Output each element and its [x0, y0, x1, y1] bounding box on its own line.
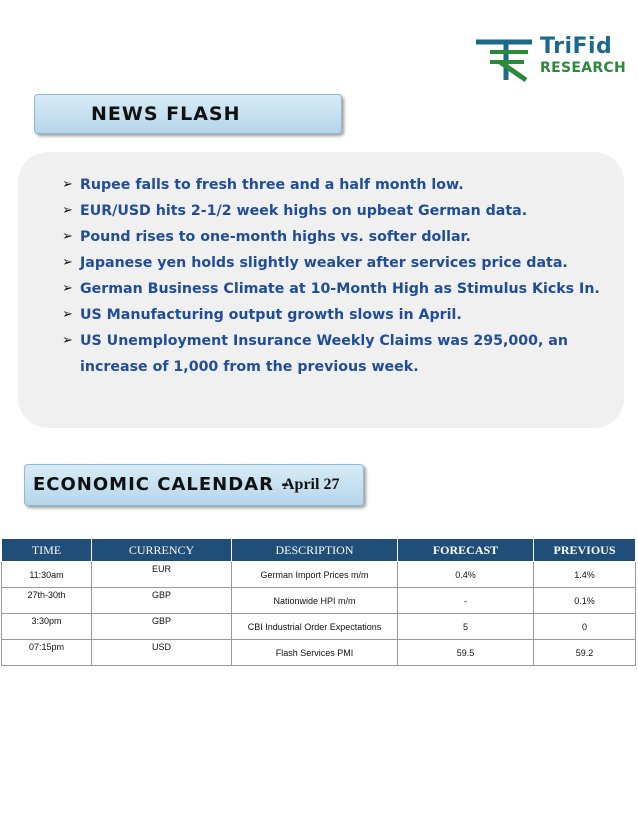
news-item: ➢ Pound rises to one-month highs vs. softer dollar.: [62, 224, 602, 250]
brand-subtitle: RESEARCH: [540, 60, 626, 76]
description-cell: CBI Industrial Order Expectations: [232, 614, 398, 640]
description-cell: German Import Prices m/m: [232, 562, 398, 588]
currency-cell: GBP: [92, 588, 232, 614]
forecast-cell: 59.5: [398, 640, 534, 666]
previous-cell: 0.1%: [534, 588, 636, 614]
previous-cell: 0: [534, 614, 636, 640]
arrow-bullet-icon: ➢: [62, 307, 73, 322]
news-flash-header: [34, 94, 342, 134]
forecast-cell: 5: [398, 614, 534, 640]
previous-cell: 59.2: [534, 640, 636, 666]
news-item: ➢ US Manufacturing output growth slows in April.: [62, 302, 602, 328]
currency-cell: GBP: [92, 614, 232, 640]
table-row: [2, 588, 636, 614]
table-row: [2, 614, 636, 640]
economic-calendar-table: [1, 538, 636, 666]
description-cell: Nationwide HPI m/m: [232, 588, 398, 614]
arrow-bullet-icon: ➢: [62, 255, 73, 270]
arrow-bullet-icon: ➢: [62, 281, 73, 296]
table-header-row: [2, 539, 636, 562]
economic-calendar-header: [24, 464, 364, 506]
news-flash-title: NEWS FLASH: [91, 103, 241, 125]
table-row: [2, 640, 636, 666]
news-item: ➢ US Unemployment Insurance Weekly Claims was 295,000, an increase of 1,000 from the previous week.: [62, 328, 602, 380]
previous-cell: 1.4%: [534, 562, 636, 588]
news-item: ➢ Japanese yen holds slightly weaker after services price data.: [62, 250, 602, 276]
arrow-bullet-icon: ➢: [62, 177, 73, 192]
brand-name: TriFid: [540, 34, 613, 59]
col-header-forecast: FORECAST: [398, 539, 534, 562]
news-item: ➢ EUR/USD hits 2-1/2 week highs on upbeat German data.: [62, 198, 602, 224]
time-cell: 27th-30th: [2, 588, 92, 614]
time-cell: 11:30am: [2, 562, 92, 588]
time-cell: 07:15pm: [2, 640, 92, 666]
news-item: ➢ German Business Climate at 10-Month High as Stimulus Kicks In.: [62, 276, 602, 302]
news-item: ➢ Rupee falls to fresh three and a half month low.: [62, 172, 602, 198]
forecast-cell: 0.4%: [398, 562, 534, 588]
news-list: [62, 172, 602, 380]
currency-cell: USD: [92, 640, 232, 666]
currency-cell: EUR: [92, 562, 232, 588]
description-cell: Flash Services PMI: [232, 640, 398, 666]
table-row: [2, 562, 636, 588]
arrow-bullet-icon: ➢: [62, 203, 73, 218]
col-header-previous: PREVIOUS: [534, 539, 636, 562]
calendar-date: April 27: [283, 476, 340, 493]
arrow-bullet-icon: ➢: [62, 333, 73, 348]
arrow-bullet-icon: ➢: [62, 229, 73, 244]
forecast-cell: -: [398, 588, 534, 614]
col-header-description: DESCRIPTION: [232, 539, 398, 562]
col-header-time: TIME: [2, 539, 92, 562]
economic-calendar-title: ECONOMIC CALENDAR -: [33, 474, 290, 495]
time-cell: 3:30pm: [2, 614, 92, 640]
col-header-currency: CURRENCY: [92, 539, 232, 562]
